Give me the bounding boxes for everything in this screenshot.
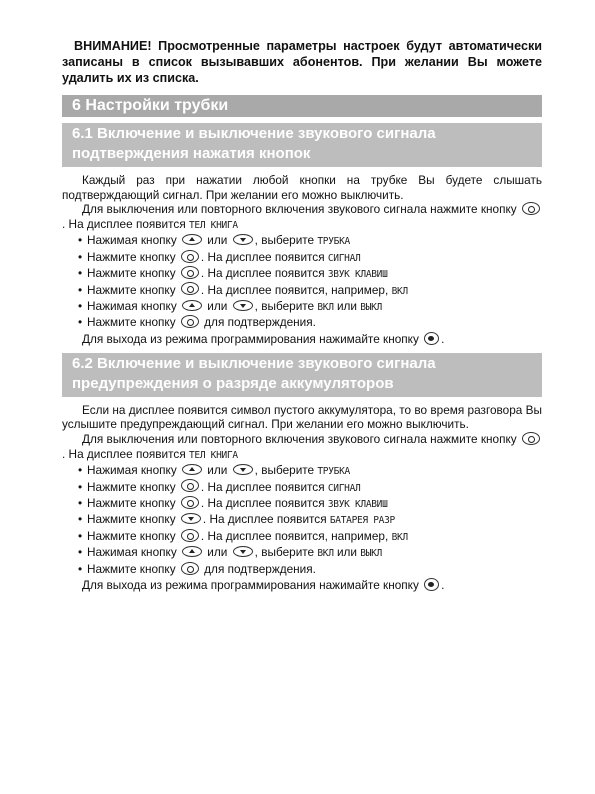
s62-steps-list [62, 463, 542, 577]
lcd-text: ЗВУК КЛАВИШ [327, 269, 388, 281]
list-item: • Нажмите кнопку . На дисплее появится, например, ВКЛ [78, 529, 542, 545]
list-item: • Нажимая кнопку или , выберите ВКЛ или ВЫКЛ [78, 299, 542, 315]
menu-ok-key-icon [522, 202, 540, 215]
lcd-text: ВКЛ [391, 285, 408, 297]
list-item: • Нажмите кнопку . На дисплее появится ЗВУК КЛАВИШ [78, 266, 542, 282]
lcd-text: ЗВУК КЛАВИШ [327, 499, 388, 510]
section-6-1-heading: 6.1 Включение и выключение звукового сигнала подтверждения нажатия кнопок [62, 123, 542, 167]
s61-intro-paragraph: Каждый раз при нажатии любой кнопки на трубке Вы будете слышать подтверждающий сигнал. При желании его можно выключить. [62, 173, 542, 202]
list-item: • Нажимая кнопку или , выберите ТРУБКА [78, 233, 542, 249]
menu-ok-key-icon [522, 432, 540, 445]
up-arrow-key-icon [182, 234, 202, 245]
list-item: • Нажимая кнопку или , выберите ВКЛ или ВЫКЛ [78, 545, 542, 561]
end-call-key-icon [424, 332, 439, 345]
menu-ok-key-icon [181, 562, 199, 575]
down-arrow-key-icon [233, 464, 253, 475]
s61-exit-instruction: Для выхода из режима программирования нажимайте кнопку . [82, 331, 445, 346]
down-arrow-key-icon [233, 546, 253, 557]
menu-ok-key-icon [181, 315, 199, 328]
menu-ok-key-icon [181, 282, 199, 295]
lcd-text: ВЫКЛ [360, 548, 382, 560]
lcd-text: ВКЛ [391, 531, 408, 543]
section-6-heading: 6 Настройки трубки [62, 95, 542, 117]
menu-ok-key-icon [181, 529, 199, 542]
lcd-text: ТЕЛ КНИГА [189, 219, 238, 231]
end-call-key-icon [424, 578, 439, 591]
up-arrow-key-icon [182, 464, 202, 475]
down-arrow-key-icon [233, 300, 253, 311]
menu-ok-key-icon [181, 250, 199, 263]
up-arrow-key-icon [182, 546, 202, 557]
lcd-text: СИГНАЛ [327, 252, 361, 264]
down-arrow-key-icon [181, 513, 201, 524]
lcd-text: БАТАРЕЯ РАЗР [329, 515, 395, 527]
lcd-text: СИГНАЛ [327, 482, 361, 494]
s61-steps-list [62, 233, 542, 330]
down-arrow-key-icon [233, 234, 253, 245]
lcd-text: ТРУБКА [317, 236, 350, 248]
s62-exit-instruction: Для выхода из режима программирования нажимайте кнопку . [82, 578, 445, 593]
menu-ok-key-icon [181, 479, 199, 492]
list-item: • Нажмите кнопку для подтверждения. [78, 315, 542, 330]
s62-instruction-paragraph: Для выключения или повторного включения звукового сигнала нажмите кнопку . На дисплее появится ТЕЛ КНИГА [62, 432, 542, 463]
menu-ok-key-icon [181, 496, 199, 509]
list-item: • Нажмите кнопку . На дисплее появится СИГНАЛ [78, 480, 542, 496]
lcd-text: ТРУБКА [317, 466, 350, 478]
manual-page [62, 38, 542, 599]
warning-note: ВНИМАНИЕ! Просмотренные параметры настроек будут автоматически записаны в список вызывавших абонентов. При желании Вы можете удалить их из списка. [62, 39, 542, 85]
menu-ok-key-icon [181, 266, 199, 279]
section-6-2-heading: 6.2 Включение и выключение звукового сигнала предупреждения о разряде аккумуляторов [62, 353, 542, 397]
list-item: • Нажимая кнопку или , выберите ТРУБКА [78, 463, 542, 479]
list-item: • Нажмите кнопку . На дисплее появится СИГНАЛ [78, 250, 542, 266]
up-arrow-key-icon [182, 300, 202, 311]
list-item: • Нажмите кнопку для подтверждения. [78, 562, 542, 577]
list-item: • Нажмите кнопку . На дисплее появится, например, ВКЛ [78, 283, 542, 299]
s61-instruction-paragraph: Для выключения или повторного включения звукового сигнала нажмите кнопку . На дисплее появится ТЕЛ КНИГА [62, 202, 542, 233]
lcd-text: ВЫКЛ [360, 302, 382, 313]
list-item: • Нажмите кнопку . На дисплее появится ЗВУК КЛАВИШ [78, 496, 542, 512]
lcd-text: ВКЛ [317, 302, 334, 313]
lcd-text: ВКЛ [317, 548, 334, 560]
lcd-text: ТЕЛ КНИГА [189, 449, 238, 461]
s62-intro-paragraph: Если на дисплее появится символ пустого аккумулятора, то во время разговора Вы услышите предупреждающий сигнал. При желании его можно выключить. [62, 402, 542, 432]
list-item: • Нажмите кнопку . На дисплее появится БАТАРЕЯ РАЗР [78, 512, 542, 528]
